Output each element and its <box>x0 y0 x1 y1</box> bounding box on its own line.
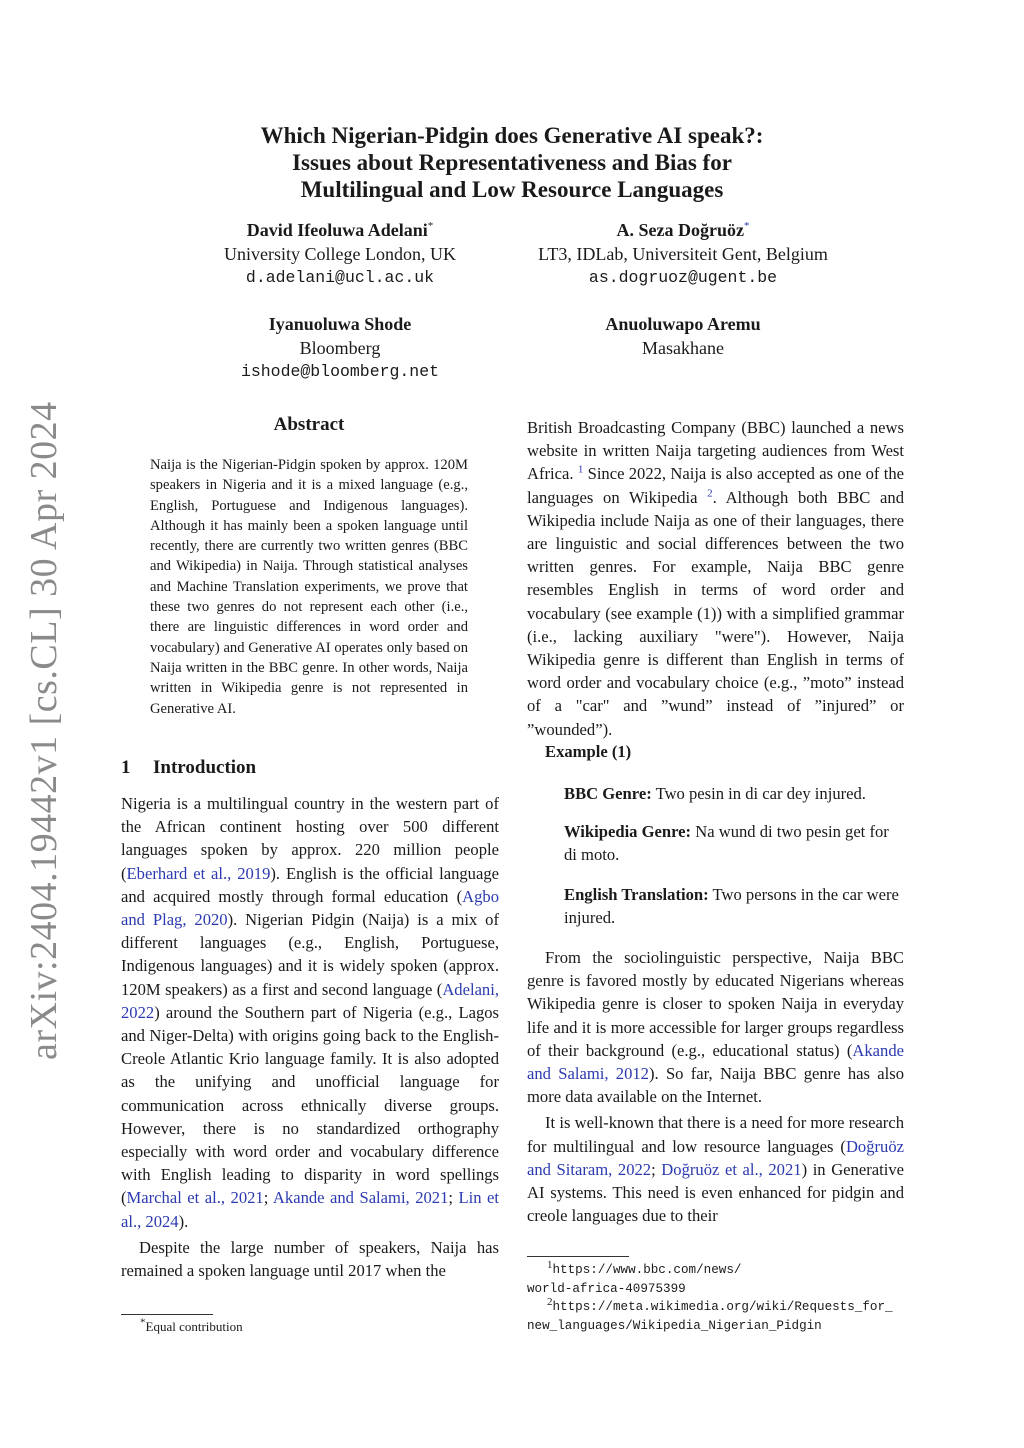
author-email: as.dogruoz@ugent.be <box>588 268 778 287</box>
footnote-mark: 1 <box>547 1258 553 1271</box>
footnote-text: Equal contribution <box>145 1319 243 1334</box>
right-column-bottom <box>527 946 904 1227</box>
citation-link[interactable]: Agbo and Plag, 2020 <box>121 886 499 930</box>
example-label: Wikipedia Genre: <box>564 822 692 841</box>
footnote-ref-2[interactable]: 2 <box>707 487 713 500</box>
paper-title <box>140 122 884 203</box>
equal-contribution-mark: * <box>427 220 434 232</box>
section-number: 1 <box>121 757 131 778</box>
section-heading <box>121 757 256 779</box>
footnote-url-cont[interactable]: new_languages/Wikipedia_Nigerian_Pidgin <box>527 1319 822 1333</box>
intro-paragraph-2: Despite the large number of speakers, Naija has remained a spoken language until 2017 when the <box>121 1237 499 1281</box>
arxiv-stamp: arXiv:2404.19442v1 [cs.CL] 30 Apr 2024 <box>23 401 65 1060</box>
footnote-2 <box>527 1295 907 1336</box>
text-run: ). English is the official language and acquired mostly through formal education ( <box>121 863 499 906</box>
example-label: English Translation: <box>564 885 709 904</box>
author-name: Iyanuoluwa Shode <box>268 314 412 334</box>
example-wikipedia <box>564 820 904 866</box>
section-title: Introduction <box>153 757 257 778</box>
text-run: ). Nigerian Pidgin (Naija) is a mix of different languages (e.g., English, Portuguese, Indigenous languages) and it is widely spoken (approx. 120M speakers) as a first and second language ( <box>121 910 499 999</box>
author-block-1 <box>190 218 490 290</box>
citation-link[interactable]: Doğruöz et al., 2021 <box>661 1159 802 1179</box>
footnote-ref-1[interactable]: 1 <box>577 463 584 476</box>
intro-paragraph-3 <box>527 416 904 741</box>
text-run: Nigeria is a multilingual country in the western part of the African continent hosting over 500 different languages spoken by approx. 220 million people ( <box>121 794 499 883</box>
text-run: ). <box>178 1211 189 1231</box>
footnote-rule <box>121 1314 213 1315</box>
right-column-top <box>527 416 904 741</box>
citation-link[interactable]: Doğruöz and Sitaram, 2022 <box>527 1136 904 1179</box>
abstract-text: Naija is the Nigerian-Pidgin spoken by approx. 120M speakers in Nigeria and it is a mixed language (e.g., English, Portuguese and Indigenous languages). Although it has mainly been a spoken language until recently, there are currently two written genres (BBC and Wikipedia) in Naija. Through statistical analyses and Machine Translation experiments, we prove that these two genres do not represent each other (i.e., there are linguistic differences in word order and vocabulary) and Generative AI operates only based on Naija written in the BBC genre. In other words, Naija written in Wikipedia genre is not represented in Generative AI. <box>150 457 468 717</box>
author-block-4 <box>500 312 866 360</box>
left-column <box>121 792 499 1282</box>
title-line-2: Issues about Representativeness and Bias for <box>292 150 732 175</box>
citation-link[interactable]: Eberhard et al., 2019 <box>126 863 271 883</box>
citation-link[interactable]: Adelani, 2022 <box>121 979 499 1022</box>
citation-link[interactable]: Marchal et al., 2021 <box>126 1188 264 1208</box>
example-text: Two persons in the car were injured. <box>564 885 899 928</box>
text-run: British Broadcasting Company (BBC) launched a news website in written Naija targeting audiences from West Africa. <box>527 418 904 484</box>
text-run: ) in Generative AI systems. This need is even enhanced for pidgin and creole languages due to their <box>527 1159 904 1226</box>
citation-link[interactable]: Akande and Salami, 2012 <box>527 1040 904 1084</box>
footnote-equal-contribution <box>140 1317 243 1336</box>
footnote-url[interactable]: https://www.bbc.com/news/ <box>552 1263 742 1277</box>
example-bbc <box>564 782 904 805</box>
abstract-heading: Abstract <box>273 414 345 435</box>
text-run: It is well-known that there is a need for more research for multilingual and low resource languages ( <box>527 1113 904 1156</box>
footnote-rule <box>527 1256 629 1257</box>
intro-paragraph-1 <box>121 792 499 1233</box>
example-label: BBC Genre: <box>564 784 652 803</box>
abstract-body <box>150 455 468 719</box>
author-block-2 <box>500 218 866 290</box>
text-run: . Although both BBC and Wikipedia include Naija as one of their languages, there are linguistic and social differences between the two written genres. For example, Naija BBC genre resembles English in terms of word order and vocabulary (see example (1)) with a simplified grammar (i.e., lacking auxiliary "were"). However, Naija Wikipedia genre is different than English in terms of word order and vocabulary choice (e.g., ”moto” instead of a "car" and ”wund” instead of ”injured” or ”wounded”). <box>527 487 904 739</box>
text-run: ). So far, Naija BBC genre has also more data available on the Internet. <box>527 1064 904 1107</box>
example-text: Two pesin in di car dey injured. <box>655 784 866 803</box>
title-line-1: Which Nigerian-Pidgin does Generative AI speak?: <box>260 123 764 148</box>
author-affiliation: University College London, UK <box>224 244 456 264</box>
intro-paragraph-4 <box>527 946 904 1108</box>
text-run: ) around the Southern part of Nigeria (e.g., Lagos and Niger-Delta) with origins going back to the English-Creole Atlantic Krio language family. It is also adopted as the unifying and unofficial language for communication across ethnically diverse groups. However, there is no standardized orthography especially with word order and vocabulary difference with English leading to disparity in word spellings ( <box>121 1002 499 1208</box>
author-affiliation: Bloomberg <box>299 338 381 358</box>
author-block-3 <box>190 312 490 384</box>
footnote-mark: * <box>140 1316 146 1329</box>
text-run: Since 2022, Naija is also accepted as one of the languages on Wikipedia <box>527 464 904 507</box>
example-text: Na wund di two pesin get for di moto. <box>564 822 889 865</box>
author-name: A. Seza Doğruöz <box>616 220 744 240</box>
author-affiliation: Masakhane <box>642 338 724 358</box>
author-email: d.adelani@ucl.ac.uk <box>245 268 435 287</box>
author-name: David Ifeoluwa Adelani <box>246 220 428 240</box>
citation-link[interactable]: Lin et al., 2024 <box>121 1188 500 1231</box>
text-run: From the sociolinguistic perspective, Naija BBC genre is favored mostly by educated Nigerians whereas Wikipedia genre is closer to spoken Naija in everyday life and it is more accessible for larger groups regardless of their background (e.g., educational status) ( <box>527 948 904 1060</box>
example-english <box>564 883 904 929</box>
equal-contribution-mark[interactable]: * <box>743 220 750 232</box>
footnote-url[interactable]: https://meta.wikimedia.org/wiki/Requests_for_ <box>552 1300 893 1314</box>
footnote-1 <box>527 1258 907 1299</box>
example-heading: Example (1) <box>545 742 632 761</box>
intro-paragraph-5 <box>527 1111 904 1227</box>
text-run: ; <box>263 1188 273 1208</box>
text-run: ; <box>448 1188 459 1208</box>
author-email: ishode@bloomberg.net <box>240 362 440 381</box>
footnote-mark: 2 <box>547 1295 553 1308</box>
citation-link[interactable]: Akande and Salami, 2021 <box>272 1188 449 1208</box>
text-run: ; <box>651 1159 662 1179</box>
title-line-3: Multilingual and Low Resource Languages <box>300 177 724 202</box>
footnote-url-cont[interactable]: world-africa-40975399 <box>527 1282 686 1296</box>
author-name: Anuoluwapo Aremu <box>605 314 761 334</box>
author-affiliation: LT3, IDLab, Universiteit Gent, Belgium <box>538 244 828 264</box>
